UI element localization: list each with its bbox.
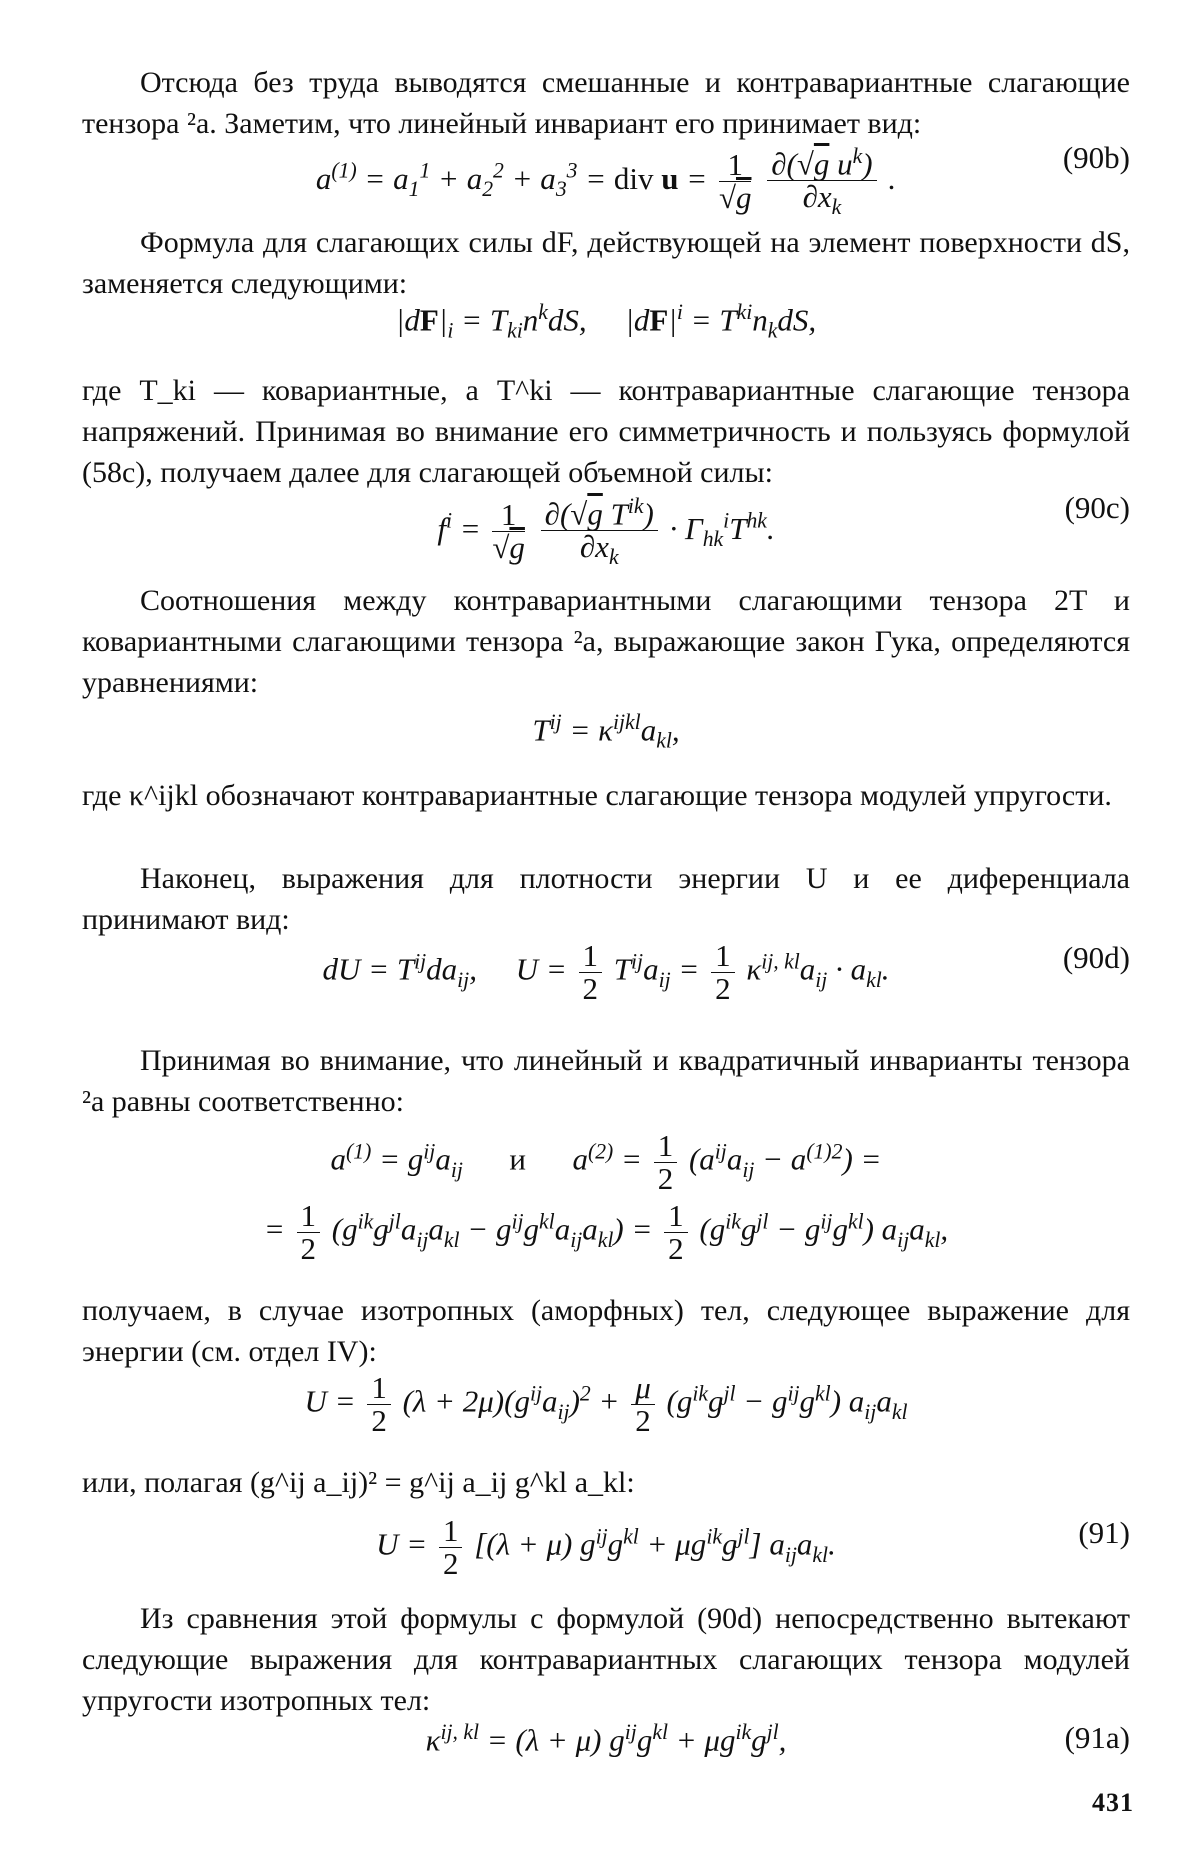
equation-91 — [82, 1515, 1130, 1585]
equation-force-body: $|dF|_i = T_{ki}n^kdS$, $|dF|^i = T^{ki}n_kdS$, — [395, 300, 817, 343]
equation-90d-body: dU = $T^{ij}da_{ij}$, U = $\frac{1}{2}$ $T^{ij}a_{ij}$ = $\frac{1}{2}$ $\kappa^{ij, kl}a_{ij} \cdot a_{kl}$. — [322, 938, 890, 1006]
equation-invariants-2-body: = $\frac{1}{2}$ $(g^{ik}g^{jl}a_{ij}a_{kl} - g^{ij}g^{kl}a_{ij}a_{kl})$ = $\frac{1}{2}$ $(g^{ik}g^{jl} - g^{ij}g^{kl})$ $a_{ij}a_{kl}$, — [263, 1198, 949, 1266]
paragraph-6: Наконец, выражения для плотности энергии U и ее диференциала принимают вид: — [82, 862, 1130, 936]
equation-90b — [82, 140, 1130, 220]
equation-90c-body: $f^i$ = $\frac{1}{√g}$ $\frac{\partial(√g T^{ik})}{\partial x_k}$ · $\Gamma_{hk}^iT^{hk}$. — [82, 490, 1130, 574]
equation-invariants-2 — [82, 1200, 1130, 1270]
equation-91a-body: $\kappa^{ij, kl} = (\lambda + \mu) g^{ij}g^{kl} + \mu g^{ik}g^{jl}$, — [425, 1720, 787, 1758]
paragraph-7: Принимая во внимание, что линейный и квадратичный инварианты тензора ²a равны соответственно: — [82, 1044, 1130, 1118]
paragraph-9: или, полагая (g^ij a_ij)² = g^ij a_ij g^kl a_kl: — [82, 1466, 635, 1499]
equation-90c — [82, 490, 1130, 570]
paragraph-8: получаем, в случае изотропных (аморфных) тел, следующее выражение для энергии (см. отдел IV): — [82, 1294, 1130, 1368]
equation-91-body: U = $\frac{1}{2}$ [(λ + μ) $g^{ij}g^{kl} + \mu g^{ik}g^{jl}$] $a_{ij}a_{kl}$. — [376, 1513, 836, 1581]
equation-number: (91) — [1078, 1515, 1130, 1550]
paragraph-1: Отсюда без труда выводятся смешанные и контравариантные слагающие тензора ²a. Заметим, что линейный инвариант его принимает вид: — [82, 66, 1130, 140]
equation-90b-body: $a^{(1)} = a_1^1 + a_2^2 + a_3^3$ = div u = $\frac{1}{√g}$ $\frac{\partial(√g u^k)}{\partial x_k}$ . — [82, 140, 1130, 224]
page-number: 431 — [1092, 1788, 1134, 1817]
paragraph-2: Формула для слагающих силы dF, действующей на элемент поверхности dS, заменяется следующими: — [82, 226, 1130, 300]
paragraph-5: где κ^ijkl обозначают контравариантные слагающие тензора модулей упругости. — [82, 779, 1112, 812]
equation-number: (90b) — [1062, 140, 1130, 175]
equation-force-components — [82, 300, 1130, 370]
equation-energy-body: U = $\frac{1}{2}$ $(\lambda + 2\mu)(g^{ij}a_{ij})^2$ + $\frac{\mu}{2}$ $(g^{ik}g^{jl} - g^{ij}g^{kl})$ $a_{ij}a_{kl}$ — [304, 1370, 908, 1438]
equation-hooke — [82, 710, 1130, 780]
equation-invariants-1 — [82, 1130, 1130, 1200]
paragraph-10: Из сравнения этой формулы с формулой (90d) непосредственно вытекают следующие выражения для контравариантных слагающих тензора модулей упругости изотропных тел: — [82, 1602, 1130, 1717]
equation-energy — [82, 1372, 1130, 1442]
equation-number: (91a) — [1064, 1720, 1130, 1755]
equation-invariants-1-body: $a^{(1)} = g^{ij}a_{ij}$ и $a^{(2)}$ = $\frac{1}{2}$ $(a^{ij}a_{ij} - a^{(1)2})$ = — [330, 1128, 882, 1196]
paragraph-3: где T_ki — ковариантные, а T^ki — контравариантные слагающие тензора напряжений. Принимая во внимание его симметричность и пользуясь формулой (58c), получаем далее для слагающей объемной силы: — [82, 374, 1130, 489]
equation-90d — [82, 940, 1130, 1010]
equation-number: (90c) — [1064, 490, 1130, 525]
equation-91a — [82, 1720, 1130, 1790]
equation-number: (90d) — [1062, 940, 1130, 975]
equation-hooke-body: $T^{ij} = \kappa^{ijkl}a_{kl}$, — [532, 710, 680, 753]
paragraph-4: Соотношения между контравариантными слагающими тензора 2T и ковариантными слагающими тензора ²a, выражающие закон Гука, определяются уравнениями: — [82, 584, 1130, 699]
